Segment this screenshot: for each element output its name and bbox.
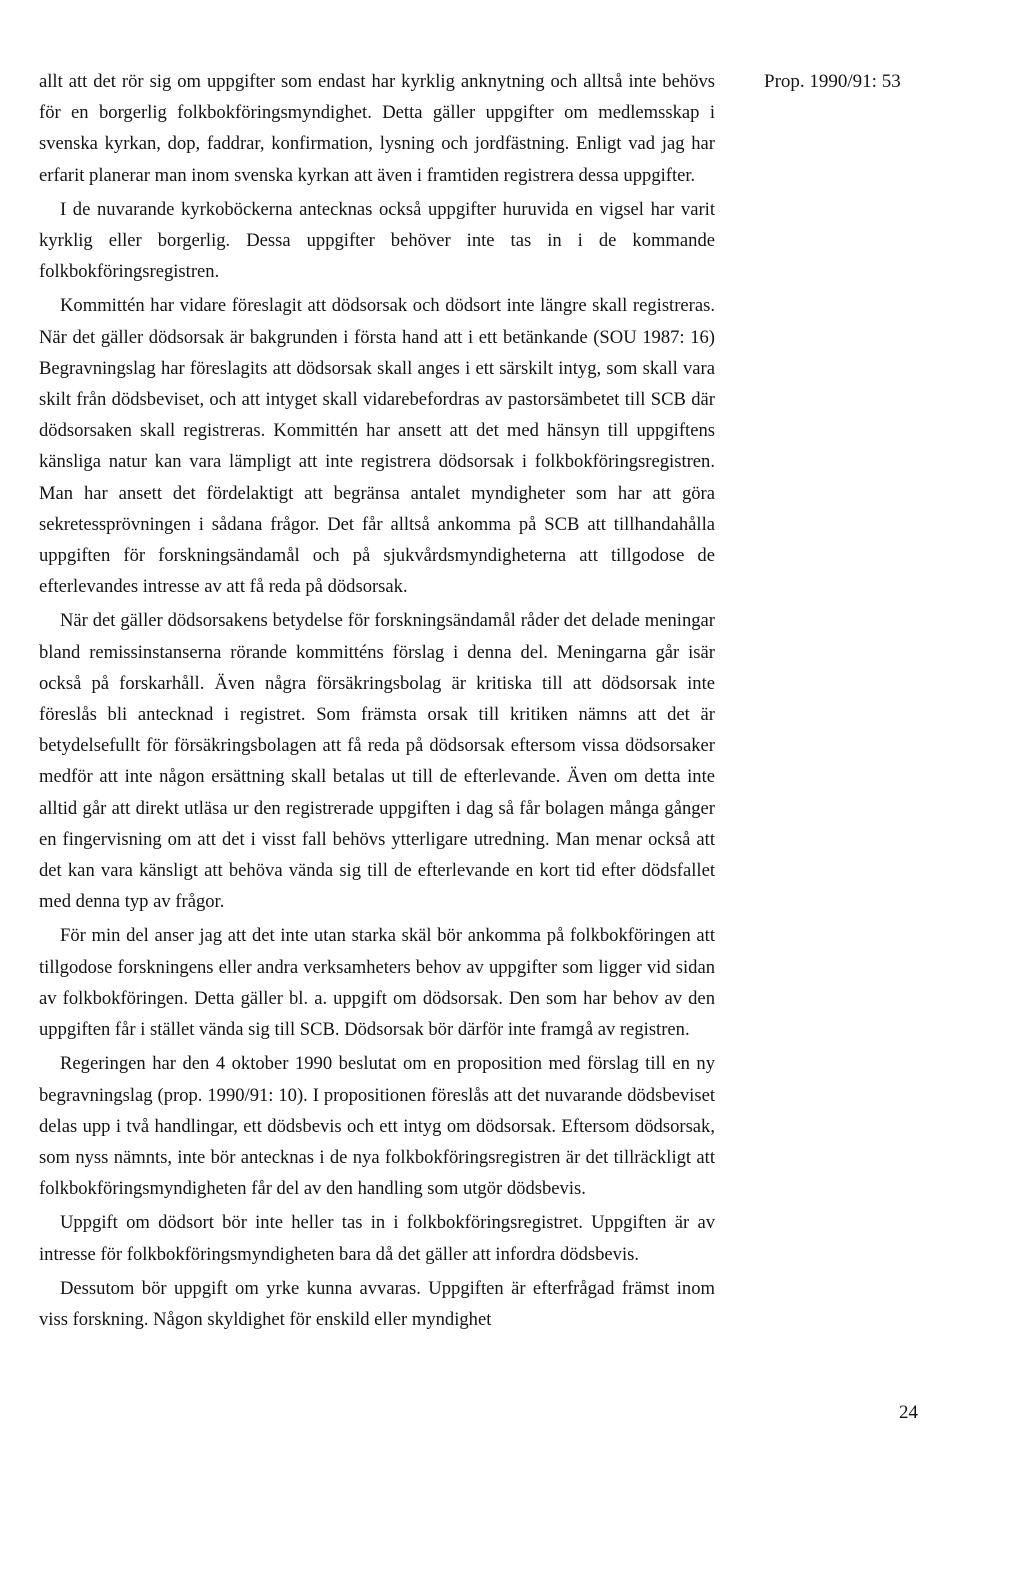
paragraph: Uppgift om dödsort bör inte heller tas in i folkbokföringsregistret. Uppgiften är av intresse för folkbokföringsmyndigheten bara då det gäller att infordra dödsbevis.: [39, 1212, 715, 1265]
body-text: [39, 66, 715, 1338]
paragraph: När det gäller dödsorsakens betydelse för forskningsändamål råder det delade meningar bland remissinstanserna rörande kommitténs förslag i denna del. Meningarna går isär också på forskarhåll. Även några försäkringsbolag är kritiska till att dödsorsak inte föreslås bli antecknad i registret. Som främsta orsak till kritiken nämns att det är betydelsefullt för försäkringsbolagen att få reda på dödsorsak eftersom vissa dödsorsaker medför att inte någon ersättning skall betalas ut till de efterlevande. Även om detta inte alltid går att direkt utläsa ur den registrerade uppgiften i dag så får bolagen många gånger en fingervisning om att det i visst fall behövs ytterligare utredning. Man menar också att det kan vara känsligt att behöva vända sig till de efterlevande en kort tid efter dödsfallet med denna typ av frågor.: [39, 610, 715, 913]
paragraph: I de nuvarande kyrkoböckerna antecknas också uppgifter huruvida en vigsel har varit kyrklig eller borgerlig. Dessa uppgifter behöver inte tas in i de kommande folkbokföringsregistren.: [39, 198, 715, 283]
paragraph: Dessutom bör uppgift om yrke kunna avvaras. Uppgiften är efterfrågad främst inom viss forskning. Någon skyldighet för enskild eller myndighet: [39, 1277, 715, 1330]
proposition-reference: Prop. 1990/91: 53: [764, 71, 901, 92]
paragraph: För min del anser jag att det inte utan starka skäl bör ankomma på folkbokföringen att tillgodose forskningens eller andra verksamheters behov av uppgifter som ligger vid sidan av folkbokföringen. Detta gäller bl. a. uppgift om dödsorsak. Den som har behov av den uppgiften får i stället vända sig till SCB. Dödsorsak bör därför inte framgå av registren.: [39, 925, 715, 1041]
paragraph: Kommittén har vidare föreslagit att dödsorsak och dödsort inte längre skall registreras. När det gäller dödsorsak är bakgrunden i första hand att i ett betänkande (SOU 1987: 16) Begravningslag har föreslagits att dödsorsak skall anges i ett särskilt intyg, som skall vara skilt från dödsbeviset, och att intyget skall vidarebefordras av pastorsämbetet till SCB där dödsorsaken skall registreras. Kommittén har ansett att det med hänsyn till uppgiftens känsliga natur kan vara lämpligt att inte registrera dödsorsak i folkbokföringsregistren. Man har ansett det fördelaktigt att begränsa antalet myndigheter som har att göra sekretessprövningen i sådana frågor. Det får alltså ankomma på SCB att tillhandahålla uppgiften för forskningsändamål och på sjukvårdsmyndigheterna att tillgodose de efterlevandes intresse av att få reda på dödsorsak.: [39, 295, 715, 598]
paragraph: Regeringen har den 4 oktober 1990 beslutat om en proposition med förslag till en ny begravningslag (prop. 1990/91: 10). I propositionen föreslås att det nuvarande dödsbeviset delas upp i två handlingar, ett dödsbevis och ett intyg om dödsorsak. Eftersom dödsorsak, som nyss nämnts, inte bör antecknas i de nya folkbokföringsregistren är det tillräckligt att folkbokföringsmyndigheten får del av den handling som utgör dödsbevis.: [39, 1053, 715, 1200]
paragraph: allt att det rör sig om uppgifter som endast har kyrklig anknytning och alltså inte behövs för en borgerlig folkbokföringsmyndighet. Detta gäller uppgifter om medlemsskap i svenska kyrkan, dop, faddrar, konfirmation, lysning och jordfästning. Enligt vad jag har erfarit planerar man inom svenska kyrkan att även i framtiden registrera dessa uppgifter.: [39, 71, 715, 186]
page-number: 24: [899, 1402, 918, 1423]
